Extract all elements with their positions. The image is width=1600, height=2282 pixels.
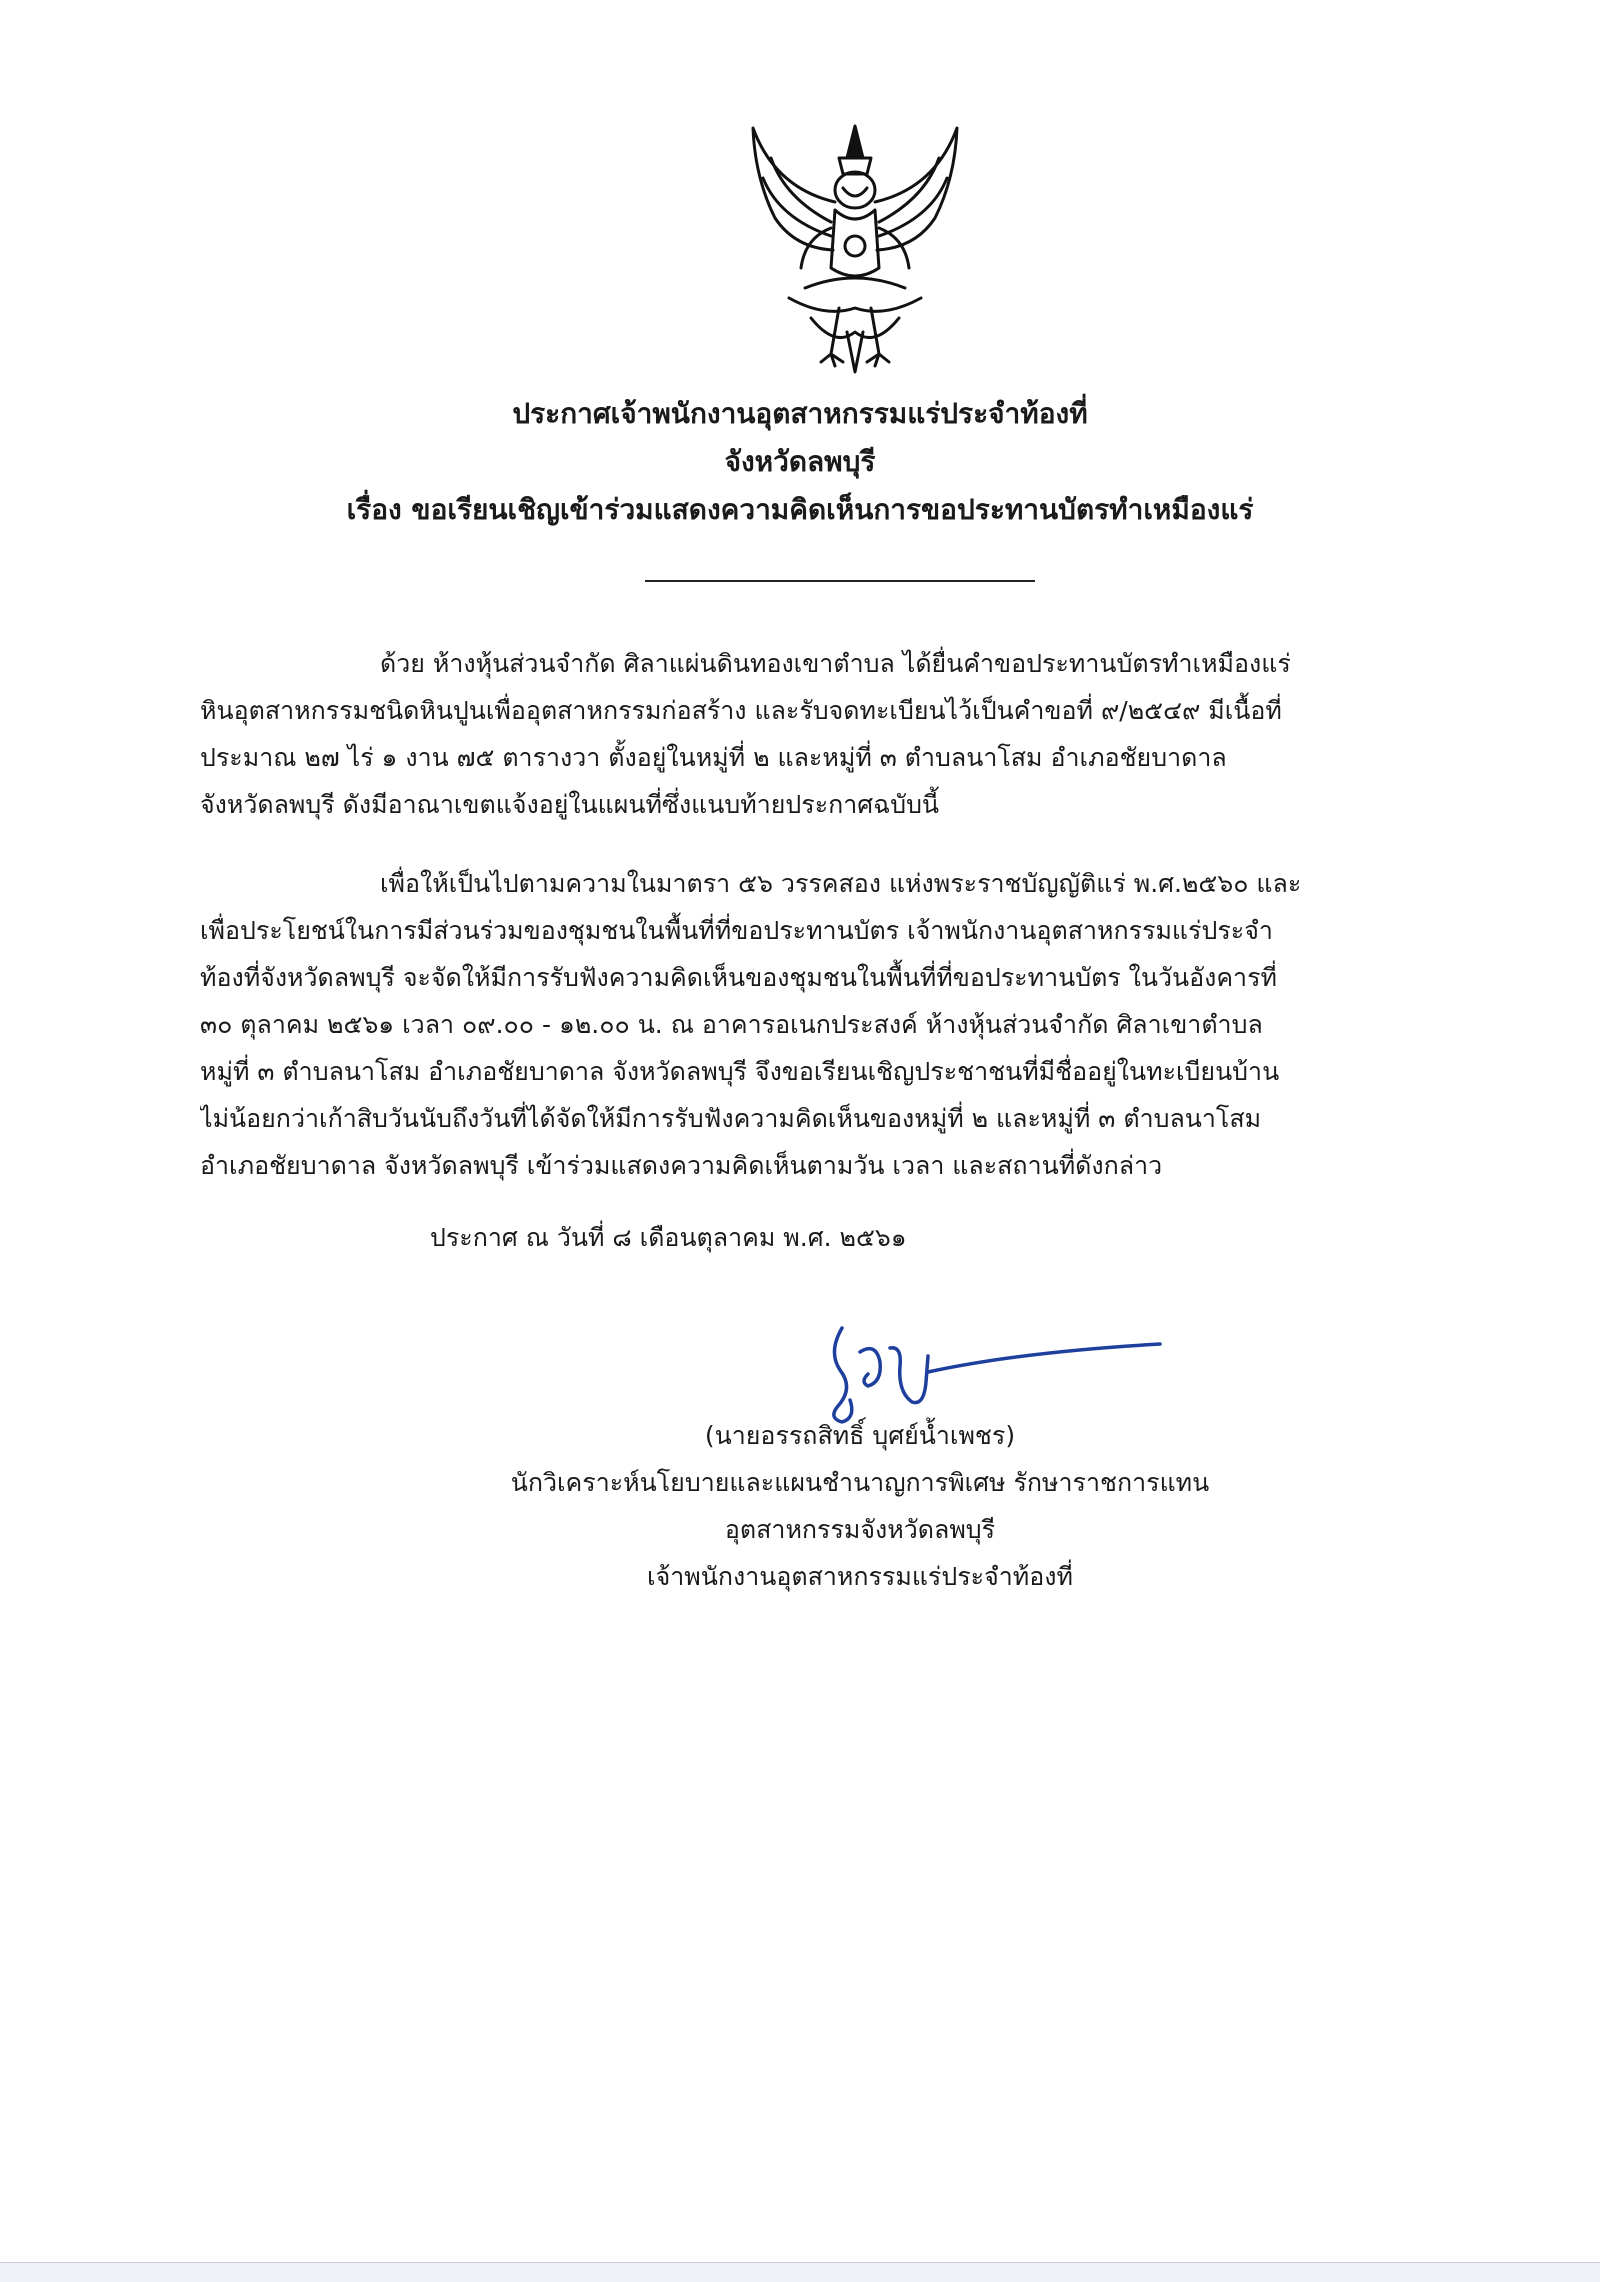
- paragraph-2-line: หมู่ที่ ๓ ตำบลนาโสม อำเภอชัยบาดาล จังหวัดลพบุรี จึงขอเรียนเชิญประชาชนที่มีชื่ออยู่ในทะเบียนบ้าน: [200, 1057, 1280, 1086]
- scan-bottom-edge: [0, 2262, 1600, 2282]
- paragraph-1-line: ด้วย ห้างหุ้นส่วนจำกัด ศิลาแผ่นดินทองเขาตำบล ได้ยื่นคำขอประทานบัตรทำเหมืองแร่: [380, 649, 1291, 678]
- signatory-position-2: อุตสาหกรรมจังหวัดลพบุรี: [724, 1515, 996, 1544]
- paragraph-2-line: อำเภอชัยบาดาล จังหวัดลพบุรี เข้าร่วมแสดงความคิดเห็นตามวัน เวลา และสถานที่ดังกล่าว: [200, 1151, 1163, 1180]
- signatory-position-1: นักวิเคราะห์นโยบายและแผนชำนาญการพิเศษ รักษาราชการแทน: [510, 1468, 1210, 1497]
- paragraph-1-line: หินอุตสาหกรรมชนิดหินปูนเพื่ออุตสาหกรรมก่อสร้าง และรับจดทะเบียนไว้เป็นคำขอที่ ๙/๒๕๔๙ มีเนื้อที่: [200, 696, 1282, 725]
- signatory-position-3: เจ้าพนักงานอุตสาหกรรมแร่ประจำท้องที่: [647, 1562, 1073, 1591]
- paragraph-1-line: จังหวัดลพบุรี ดังมีอาณาเขตแจ้งอยู่ในแผนที่ซึ่งแนบท้ายประกาศฉบับนี้: [200, 790, 940, 819]
- garuda-emblem-icon: [735, 118, 975, 378]
- paragraph-2-line: ท้องที่จังหวัดลพบุรี จะจัดให้มีการรับฟังความคิดเห็นของชุมชนในพื้นที่ที่ขอประทานบัตร ในวันอังคารที่: [200, 963, 1277, 992]
- paragraph-1-line: ประมาณ ๒๗ ไร่ ๑ งาน ๗๕ ตารางวา ตั้งอยู่ในหมู่ที่ ๒ และหมู่ที่ ๓ ตำบลนาโสม อำเภอชัยบาดาล: [200, 743, 1227, 772]
- paragraph-2-line: ๓๐ ตุลาคม ๒๕๖๑ เวลา ๐๙.๐๐ - ๑๒.๐๐ น. ณ อาคารอเนกประสงค์ ห้างหุ้นส่วนจำกัด ศิลาเขาตำบล: [200, 1010, 1263, 1039]
- signatory-name: (นายอรรถสิทธิ์ บุศย์น้ำเพชร): [704, 1421, 1016, 1450]
- title-line-1: ประกาศเจ้าพนักงานอุตสาหกรรมแร่ประจำท้องที่: [512, 397, 1088, 430]
- title-divider: [645, 580, 1035, 582]
- paragraph-2-line: เพื่อให้เป็นไปตามความในมาตรา ๕๖ วรรคสอง แห่งพระราชบัญญัติแร่ พ.ศ.๒๕๖๐ และ: [380, 869, 1302, 898]
- title-line-3: เรื่อง ขอเรียนเชิญเข้าร่วมแสดงความคิดเห็นการขอประทานบัตรทำเหมืองแร่: [346, 493, 1254, 526]
- paragraph-2-line: เพื่อประโยชน์ในการมีส่วนร่วมของชุมชนในพื้นที่ที่ขอประทานบัตร เจ้าพนักงานอุตสาหกรรมแร่ประจำ: [200, 916, 1273, 945]
- body-paragraph-1: [200, 640, 1415, 828]
- announcement-title: [200, 390, 1400, 534]
- announcement-date: ประกาศ ณ วันที่ ๘ เดือนตุลาคม พ.ศ. ๒๕๖๑: [430, 1223, 907, 1252]
- body-paragraph-2: [200, 860, 1415, 1189]
- title-line-2: จังหวัดลพบุรี: [724, 445, 876, 478]
- signatory-block: [420, 1412, 1300, 1600]
- paragraph-2-line: ไม่น้อยกว่าเก้าสิบวันนับถึงวันที่ได้จัดให้มีการรับฟังความคิดเห็นของหมู่ที่ ๒ และหมู่ที่ ๓ ตำบลนาโสม: [200, 1104, 1262, 1133]
